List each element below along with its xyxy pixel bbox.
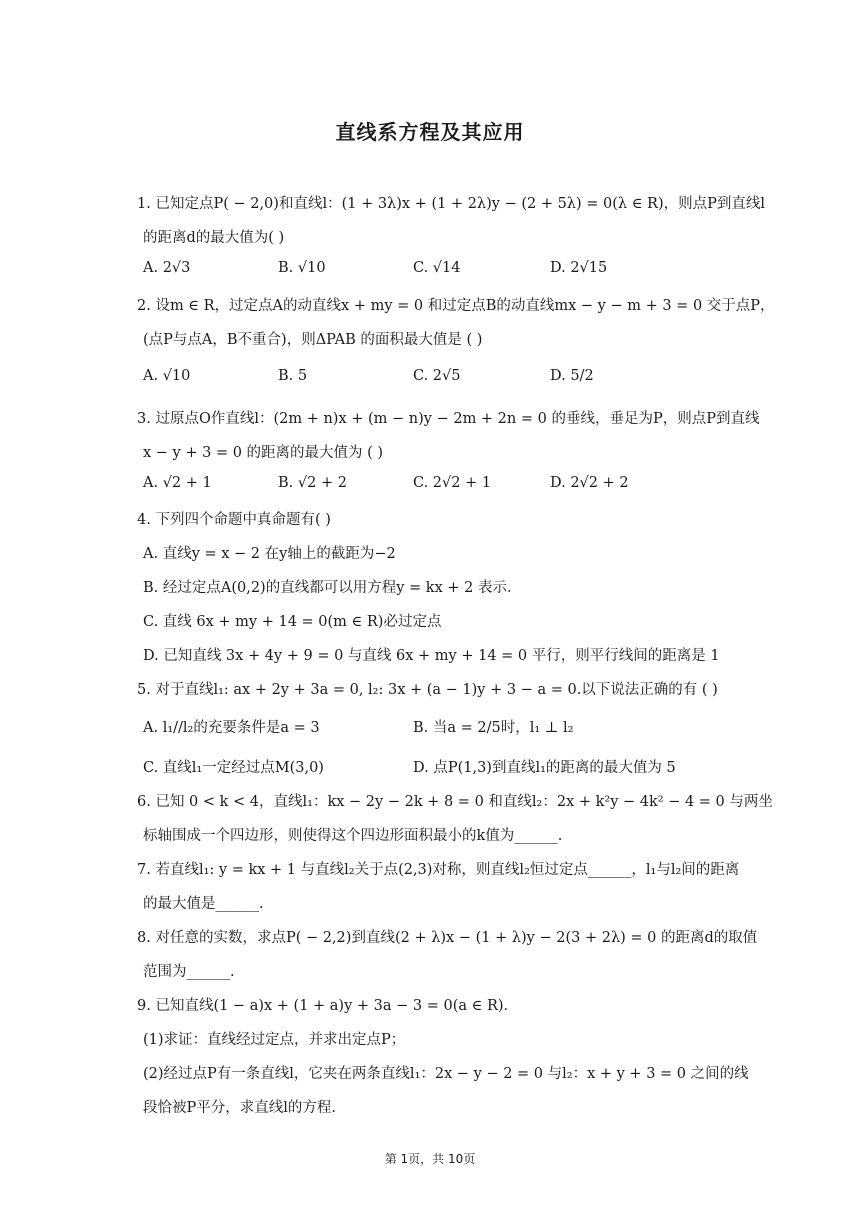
question-4-line-1: 4. 下列四个命题中真命题有( ) xyxy=(137,512,331,528)
q2-option-c: C. 2√5 xyxy=(413,368,461,384)
q5-option-d: D. 点P(1,3)到直线l₁的距离的最大值为 5 xyxy=(413,760,676,776)
q2-option-b: B. 5 xyxy=(278,368,308,384)
q5-option-b: B. 当a = 2/5时，l₁ ⊥ l₂ xyxy=(413,720,574,736)
question-2-line-2: (点P与点A，B不重合)，则ΔPAB 的面积最大值是 ( ) xyxy=(143,332,483,348)
q1-option-c: C. √14 xyxy=(413,260,461,276)
q2-option-a: A. √10 xyxy=(143,368,191,384)
q5-option-a: A. l₁//l₂的充要条件是a = 3 xyxy=(143,720,320,736)
q1-option-a: A. 2√3 xyxy=(143,260,191,276)
q3-option-b: B. √2 + 2 xyxy=(278,475,347,491)
question-6-line-1: 6. 已知 0 < k < 4，直线l₁：kx − 2y − 2k + 8 = 0 和直线l₂：2x + k²y − 4k² − 4 = 0 与两坐 xyxy=(137,794,773,810)
question-3-line-1: 3. 过原点O作直线l：(2m + n)x + (m − n)y − 2m + 2n = 0 的垂线，垂足为P，则点P到直线 xyxy=(137,411,760,427)
q4-option-d: D. 已知直线 3x + 4y + 9 = 0 与直线 6x + my + 14 = 0 平行，则平行线间的距离是 1 xyxy=(143,648,720,664)
question-1-line-2: 的距离d的最大值为( ) xyxy=(143,230,285,246)
q3-option-d: D. 2√2 + 2 xyxy=(550,475,629,491)
q4-option-c: C. 直线 6x + my + 14 = 0(m ∈ R)必过定点 xyxy=(143,614,442,630)
question-8-line-2: 范围为______. xyxy=(143,964,235,980)
question-6-line-2: 标轴围成一个四边形，则使得这个四边形面积最小的k值为______. xyxy=(143,828,563,844)
question-9-part-1: (1)求证：直线经过定点，并求出定点P； xyxy=(143,1032,406,1048)
question-3-line-2: x − y + 3 = 0 的距离的最大值为 ( ) xyxy=(143,445,384,461)
question-7-line-1: 7. 若直线l₁: y = kx + 1 与直线l₂关于点(2,3)对称，则直线l₂恒过定点______，l₁与l₂间的距离 xyxy=(137,862,740,878)
q3-option-c: C. 2√2 + 1 xyxy=(413,475,492,491)
q4-option-b: B. 经过定点A(0,2)的直线都可以用方程y = kx + 2 表示． xyxy=(143,580,522,596)
page-footer: 第 1页，共 10页 xyxy=(384,1152,476,1166)
q2-option-d: D. 5/2 xyxy=(550,368,594,384)
question-8-line-1: 8. 对任意的实数，求点P( − 2,2)到直线(2 + λ)x − (1 + λ)y − 2(3 + 2λ) = 0 的距离d的取值 xyxy=(137,930,758,946)
q1-option-b: B. √10 xyxy=(278,260,326,276)
question-2-line-1: 2. 设m ∈ R，过定点A的动直线x + my = 0 和过定点B的动直线mx − y − m + 3 = 0 交于点P， xyxy=(137,298,775,314)
question-9-part-2-line-1: (2)经过点P有一条直线l，它夹在两条直线l₁：2x − y − 2 = 0 与l₂：x + y + 3 = 0 之间的线 xyxy=(143,1066,749,1082)
question-9-part-2-line-2: 段恰被P平分，求直线l的方程. xyxy=(143,1100,337,1116)
q1-option-d: D. 2√15 xyxy=(550,260,608,276)
q3-option-a: A. √2 + 1 xyxy=(143,475,212,491)
question-9-line-1: 9. 已知直线(1 − a)x + (1 + a)y + 3a − 3 = 0(a ∈ R)． xyxy=(137,998,519,1014)
q5-option-c: C. 直线l₁一定经过点M(3,0) xyxy=(143,760,324,776)
question-5-line-1: 5. 对于直线l₁: ax + 2y + 3a = 0, l₂: 3x + (a − 1)y + 3 − a = 0.以下说法正确的有 ( ) xyxy=(137,682,718,698)
q4-option-a: A. 直线y = x − 2 在y轴上的截距为−2 xyxy=(143,546,396,562)
question-7-line-2: 的最大值是______. xyxy=(143,896,264,912)
question-1-line-1: 1. 已知定点P( − 2,0)和直线l：(1 + 3λ)x + (1 + 2λ)y − (2 + 5λ) = 0(λ ∈ R)，则点P到直线l xyxy=(137,196,766,212)
page-title: 直线系方程及其应用 xyxy=(335,120,525,144)
